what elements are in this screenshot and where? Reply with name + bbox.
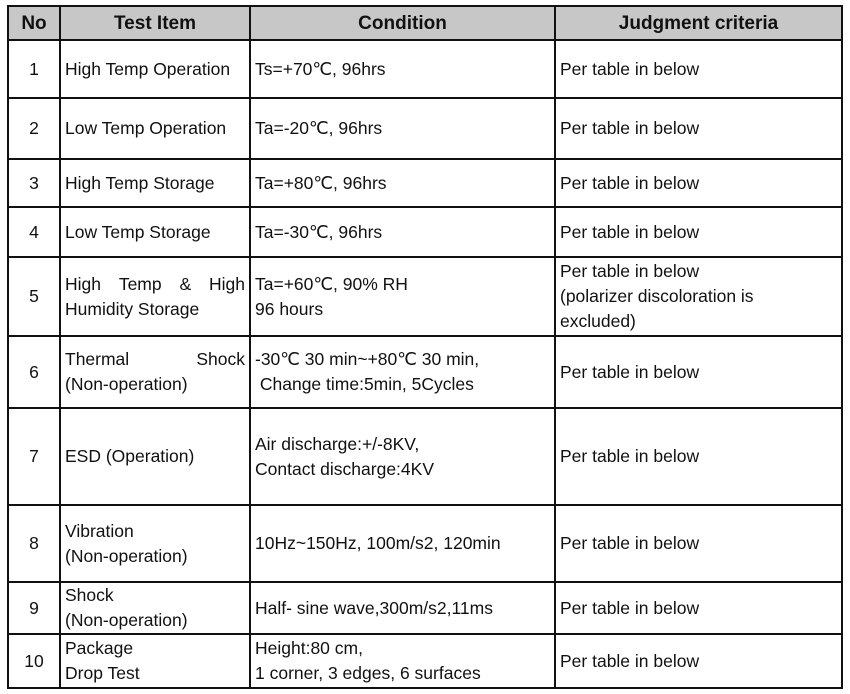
test-item-cell xyxy=(60,336,250,408)
test-item-text: Vibration xyxy=(65,520,134,541)
row-number: 8 xyxy=(8,505,60,582)
condition-text: Ta=-30℃, 96hrs xyxy=(255,221,383,242)
condition-cell xyxy=(250,257,555,336)
test-item-cell xyxy=(60,207,250,257)
condition-cell xyxy=(250,582,555,634)
condition-cell xyxy=(250,634,555,688)
condition-text: Ta=-20℃, 96hrs xyxy=(255,118,383,138)
condition-text: Height:80 cm, xyxy=(255,638,363,658)
criteria-text: Per table in below xyxy=(560,597,700,618)
condition-text: Ts=+70℃, 96hrs xyxy=(255,58,386,79)
criteria-cell xyxy=(555,505,842,582)
reliability-test-table-container xyxy=(7,5,843,689)
criteria-cell xyxy=(555,582,842,634)
header-condition: Condition xyxy=(250,6,555,40)
header-test-item: Test Item xyxy=(60,6,250,40)
criteria-cell xyxy=(555,634,842,688)
test-item-text: Low Temp Operation xyxy=(65,118,227,138)
test-item-text: ESD (Operation) xyxy=(65,446,195,466)
row-number: 7 xyxy=(8,408,60,505)
row-number: 3 xyxy=(8,159,60,207)
test-item-cell xyxy=(60,159,250,207)
test-item-text: Package xyxy=(65,638,134,658)
condition-cell xyxy=(250,505,555,582)
table-row xyxy=(8,336,842,408)
test-item-word: High xyxy=(65,273,101,294)
criteria-text: Per table in below xyxy=(560,446,700,466)
table-row xyxy=(8,408,842,505)
criteria-text: Per table in below xyxy=(560,361,700,382)
criteria-cell xyxy=(555,408,842,505)
condition-cell xyxy=(250,40,555,98)
test-item-word: Temp xyxy=(118,273,162,294)
test-item-text xyxy=(65,272,245,297)
table-row xyxy=(8,505,842,582)
criteria-cell xyxy=(555,98,842,159)
test-item-text: Shock xyxy=(65,585,114,605)
row-number: 10 xyxy=(8,634,60,688)
row-number: 6 xyxy=(8,336,60,408)
condition-text: Half- sine wave,300m/s2,11ms xyxy=(255,597,493,618)
test-item-text: Thermal Shock xyxy=(65,349,245,369)
criteria-text: Per table in below xyxy=(560,172,700,193)
header-no: No xyxy=(8,6,60,40)
condition-text: 1 corner, 3 edges, 6 surfaces xyxy=(255,663,481,683)
condition-text: Change time:5min, 5Cycles xyxy=(255,374,474,394)
condition-text: 96 hours xyxy=(255,298,324,319)
criteria-text: Per table in below xyxy=(560,650,700,671)
test-item-text: (Non-operation) xyxy=(65,610,188,630)
condition-text: -30℃ 30 min~+80℃ 30 min, xyxy=(255,349,480,369)
criteria-text: Per table in below xyxy=(560,118,700,138)
test-item-word: & xyxy=(179,273,192,294)
criteria-text: Per table in below xyxy=(560,533,700,553)
reliability-test-table xyxy=(7,5,843,689)
test-item-cell xyxy=(60,582,250,634)
test-item-cell xyxy=(60,634,250,688)
table-header-row xyxy=(8,6,842,40)
criteria-text: Per table in below xyxy=(560,261,700,281)
criteria-text: (polarizer discoloration is xyxy=(560,286,754,306)
condition-cell xyxy=(250,207,555,257)
header-judgment-criteria: Judgment criteria xyxy=(555,6,842,40)
row-number: 5 xyxy=(8,257,60,336)
test-item-word: High xyxy=(208,273,245,294)
table-row xyxy=(8,207,842,257)
test-item-cell xyxy=(60,257,250,336)
test-item-cell xyxy=(60,98,250,159)
condition-text: 10Hz~150Hz, 100m/s2, 120min xyxy=(255,533,501,553)
test-item-text: (Non-operation) xyxy=(65,374,188,394)
test-item-text: High Temp Operation xyxy=(65,58,231,79)
criteria-cell xyxy=(555,336,842,408)
condition-cell xyxy=(250,98,555,159)
condition-text: Ta=+80℃, 96hrs xyxy=(255,172,387,193)
criteria-cell xyxy=(555,40,842,98)
row-number: 9 xyxy=(8,582,60,634)
condition-cell xyxy=(250,159,555,207)
table-row xyxy=(8,159,842,207)
criteria-text: Per table in below xyxy=(560,58,700,79)
criteria-text: Per table in below xyxy=(560,221,700,242)
criteria-text: excluded) xyxy=(560,311,636,331)
condition-cell xyxy=(250,336,555,408)
test-item-cell xyxy=(60,505,250,582)
condition-cell xyxy=(250,408,555,505)
condition-text: Ta=+60℃, 90% RH xyxy=(255,273,408,294)
table-row xyxy=(8,582,842,634)
condition-text: Air discharge:+/-8KV, xyxy=(255,433,420,454)
criteria-cell xyxy=(555,207,842,257)
row-number: 1 xyxy=(8,40,60,98)
row-number: 4 xyxy=(8,207,60,257)
table-row xyxy=(8,634,842,688)
table-row xyxy=(8,98,842,159)
table-row xyxy=(8,257,842,336)
criteria-cell xyxy=(555,159,842,207)
test-item-text: Drop Test xyxy=(65,663,140,683)
test-item-text: (Non-operation) xyxy=(65,545,188,566)
test-item-text: High Temp Storage xyxy=(65,172,215,193)
criteria-cell xyxy=(555,257,842,336)
test-item-text: Low Temp Storage xyxy=(65,221,211,242)
row-number: 2 xyxy=(8,98,60,159)
test-item-text: Humidity Storage xyxy=(65,298,200,319)
test-item-cell xyxy=(60,40,250,98)
table-row xyxy=(8,40,842,98)
test-item-cell xyxy=(60,408,250,505)
condition-text: Contact discharge:4KV xyxy=(255,458,434,479)
